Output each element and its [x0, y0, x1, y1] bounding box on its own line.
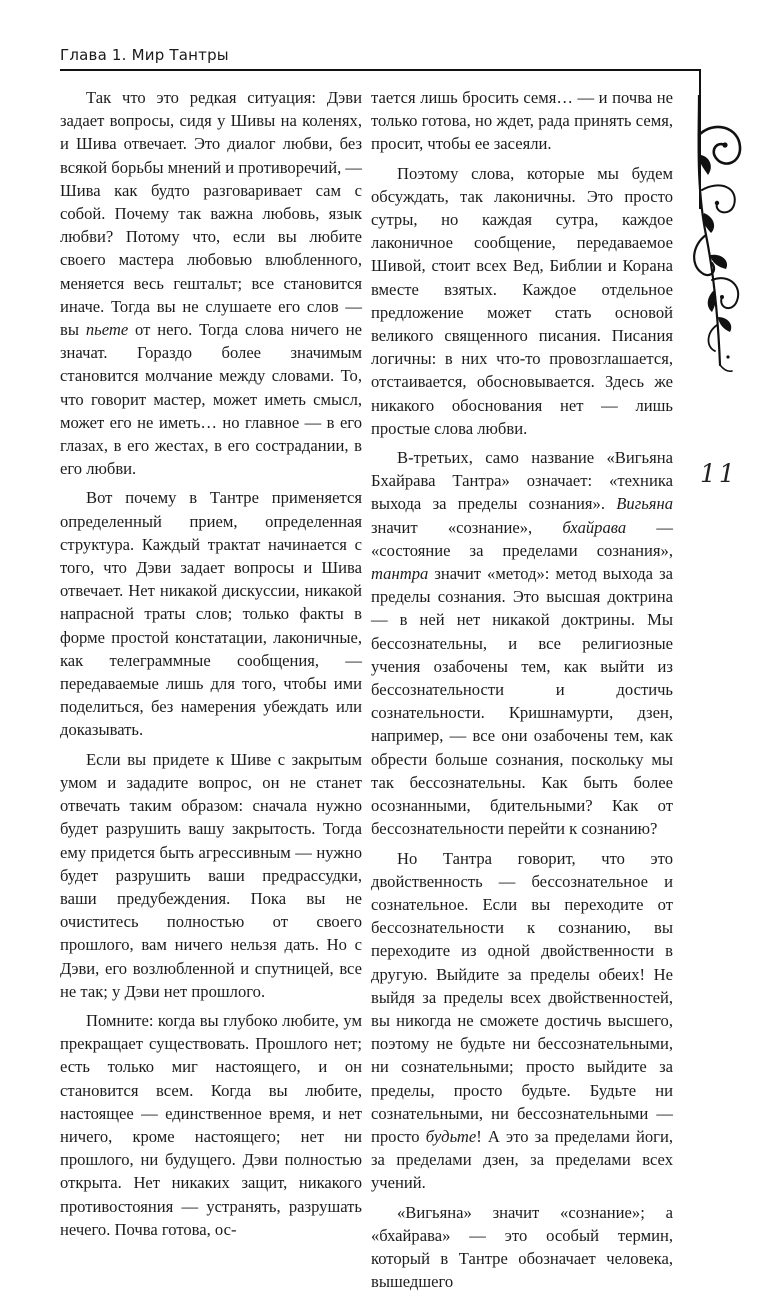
running-head-title: Глава 1. Мир Тантры [60, 46, 229, 64]
paragraph: Поэтому слова, которые мы будем обсуждать, так лаконичны. Это просто сутры, но каждая сутра, каждое лаконичное сообщение, передаваемое Шивой, стоит всех Вед, Библии и Корана вместе взятых. Каждое отдельное предложение может стать основой великого священного писания. Писания логичны: в них что-то провозглашается, отстаивается, обосновывается. Здесь же никакого обоснования нет — лишь простые слова любви. [371, 163, 673, 438]
paragraph: Так что это редкая ситуация: Дэви задает вопросы, сидя у Шивы на коленях, и Шива отвечает. Это диалог любви, без всякой борьбы мнений и противоречий, — Шива как будто разговаривает сам с собой. Почему так важна любовь, язык любви? Потому что, если вы любите своего мастера любовью влюбленного, меняется весь гештальт; все становится иначе. Тогда вы не слушаете его слов — вы пьете от него. Тогда слова ничего не значат. Гораздо более значимым становится молчание между словами. То, что говорит мастер, может иметь смысл, может его не иметь… но главное — в его глазах, в его жестах, в его сострадании, в его любви. [60, 88, 362, 479]
header-rule [60, 69, 700, 71]
paragraph: тается лишь бросить семя… — и почва не только готова, но ждет, рада принять семя, просит, чтобы ее засеяли. [371, 88, 673, 154]
paragraph: Вот почему в Тантре применяется определенный прием, определенная структура. Каждый трактат начинается с того, что Дэви задает вопросы и Шива отвечает. Нет никакой дискуссии, никакой напрасной траты слов; только факты в форме простой констатации, лаконичные, как телеграммные сообщения, — передаваемые лишь для того, чтобы ими поделиться, без намерения убеждать или доказывать. [60, 488, 362, 740]
right-text-column [371, 86, 673, 1299]
left-text-column [60, 86, 362, 1247]
paragraph: Но Тантра говорит, что это двойственность — бессознательное и сознательное. Если вы переходите от бессознательности к сознанию, вы переходите из одной двойственности в другую. Выйдите за пределы обеих! Не выйдя за пределы всех двойственностей, вы никогда не сможете достичь высшего, поэтому не будьте ни бессознательными, ни сознательными; просто выйдите за пределы, просто будьте. Будьте ни сознательными, ни бессознательными — просто будьте! А это за пределами йоги, за пределами дзен, за пределами всех учений. [371, 848, 674, 1193]
paragraph: «Вигьяна» значит «сознание»; а «бхайрава» — это особый термин, который в Тантре обозначает человека, вышедшего [371, 1202, 673, 1292]
floral-swirl-ornament-icon [684, 95, 754, 375]
paragraph: В-третьих, само название «Вигьяна Бхайрава Тантра» означает: «техника выхода за пределы сознания». Вигьяна значит «сознание», бхайрава — «состояние за пределами сознания», тантра значит «метод»: метод выхода за пределы сознания. Это высшая доктрина — в ней нет никакой доктрины. Мы бессознательны, и все религиозные учения озабочены тем, как выйти из бессознательности и достичь сознательности. Кришнамурти, дзен, например, — все они озабочены тем, как обрести больше сознания, поскольку мы так бессознательны. Как быть более осознанными, бдительными? Как от бессознательности перейти к сознанию? [371, 448, 673, 839]
paragraph: Помните: когда вы глубоко любите, ум прекращает существовать. Прошлого нет; есть только миг настоящего, и он становится всем. Когда вы любите, настоящее — единственное время, и нет ничего, кроме настоящего; нет ни прошлого, ни будущего. Дэви полностью открыта. Нет никаких защит, никакого противостояния — устранять, разрушать нечего. Почва готова, ос- [60, 1010, 362, 1239]
paragraph: Если вы придете к Шиве с закрытым умом и зададите вопрос, он не станет отвечать таким образом: сначала нужно будет разрушить вашу закрытость. Тогда ему придется быть агрессивным — нужно будет разрушить ваши предрассудки, ваши предубеждения. Пока вы не очиститесь полностью от своего прошлого, вам ничего нельзя дать. Но с Дэви, его возлюбленной и спутницей, все не так; у Дэви нет прошлого. [60, 749, 362, 1001]
page-number: 11 [700, 459, 738, 488]
